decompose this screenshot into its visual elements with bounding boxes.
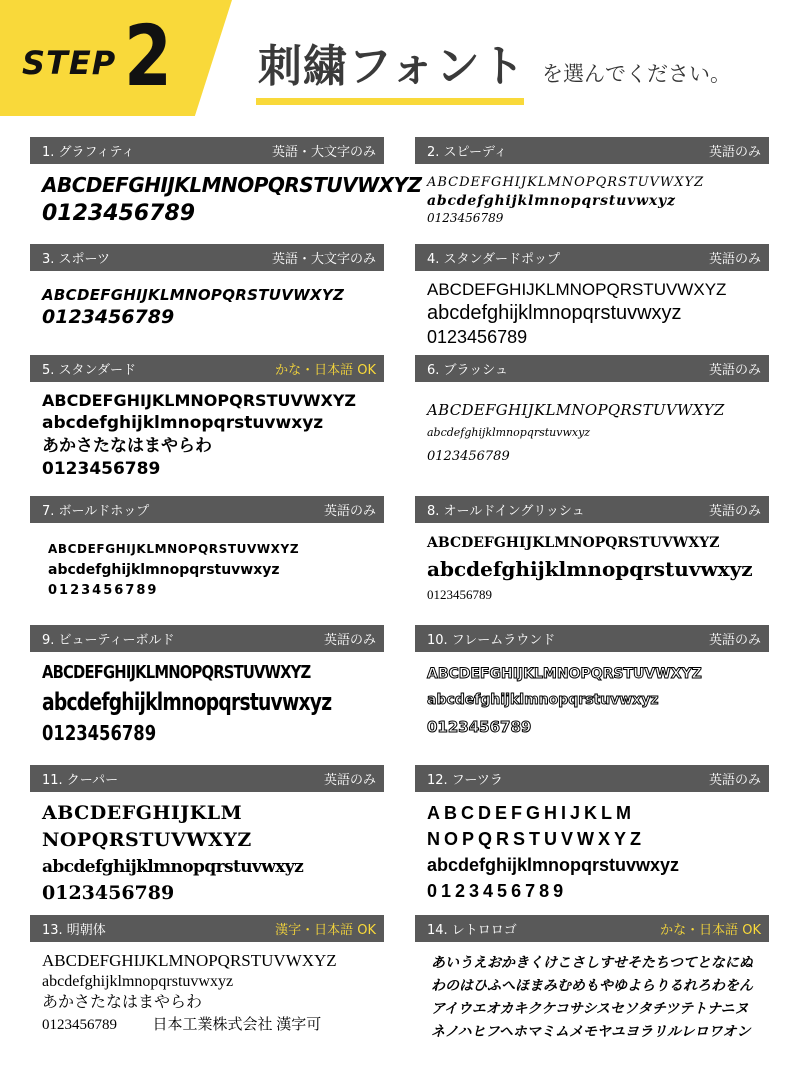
font-option-tag: 英語のみ xyxy=(323,773,376,788)
sample-line: 0123456789 xyxy=(427,449,510,464)
font-sample xyxy=(30,942,384,1036)
title-underline xyxy=(256,98,524,105)
sample-line: アイウエオカキクケコサシスセソタチツテトナニヌ xyxy=(431,1001,749,1017)
font-option-tag: 英語のみ xyxy=(323,504,376,519)
sample-line: ABCDEFGHIJKLM xyxy=(42,802,243,824)
sample-line: あかさたなはまやらわ xyxy=(42,436,212,456)
font-sample xyxy=(415,652,769,740)
font-sample xyxy=(30,652,384,748)
font-sample xyxy=(30,792,384,906)
sample-line: abcdefghijklmnopqrstuvwxyz xyxy=(427,302,682,324)
sample-line: abcdefghijklmnopqrstuvwxyz xyxy=(427,426,591,439)
font-option-standard[interactable] xyxy=(30,355,384,480)
font-sample xyxy=(415,382,769,470)
font-sample xyxy=(415,942,769,1044)
font-option-label: 13. 明朝体 xyxy=(42,923,106,938)
font-option-header xyxy=(415,244,769,271)
font-option-label: 7. ボールドホップ xyxy=(42,504,150,519)
font-option-header xyxy=(30,625,384,652)
sample-line: ABCDEFGHIJKLMNOPQRSTUVWXYZ xyxy=(42,951,337,970)
sample-line: ABCDEFGHIJKLMNOPQRSTUVWXYZ xyxy=(42,286,345,304)
sample-line: ABCDEFGHIJKLMNOPQRSTUVWXYZ xyxy=(427,535,720,551)
font-option-graffiti[interactable] xyxy=(30,137,422,228)
font-sample xyxy=(30,523,384,601)
font-option-tag: 英語のみ xyxy=(708,773,761,788)
font-option-futura[interactable] xyxy=(415,765,769,904)
font-option-header xyxy=(415,496,769,523)
font-option-header xyxy=(415,355,769,382)
font-option-sports[interactable] xyxy=(30,244,384,329)
font-option-label: 12. フーツラ xyxy=(427,773,503,788)
font-option-header xyxy=(30,244,384,271)
font-sample xyxy=(415,792,769,904)
sample-line: 0123456789 xyxy=(427,881,568,901)
sample-line: abcdefghijklmnopqrstuvwxyz xyxy=(42,857,304,877)
font-option-label: 5. スタンダード xyxy=(42,363,137,378)
sample-line: abcdefghijklmnopqrstuvwxyz xyxy=(42,688,332,716)
sample-line: あいうえおかきくけこさしすせそたちつてとなにぬ xyxy=(431,955,753,971)
sample-line: ABCDEFGHIJKLMNOPQRSTUVWXYZ xyxy=(427,401,725,419)
sample-line: abcdefghijklmnopqrstuvwxyz xyxy=(427,692,659,708)
sample-line: NOPQRSTUVWXYZ xyxy=(42,829,252,851)
sample-line: ABCDEFGHIJKLMNOPQRSTUVWXYZ xyxy=(42,173,422,197)
font-option-label: 8. オールドイングリッシュ xyxy=(427,504,585,519)
sample-line: ネノハヒフヘホマミムメモヤユヨラリルレロワオン xyxy=(431,1024,751,1040)
sample-line: 0123456789 xyxy=(427,587,492,602)
font-option-label: 6. ブラッシュ xyxy=(427,363,509,378)
sample-line: 0123456789 xyxy=(42,306,175,328)
sample-line: 0123456789 xyxy=(48,583,159,598)
page-title: 刺繍フォント xyxy=(258,41,526,92)
sample-line: 0123456789 xyxy=(42,1017,117,1033)
sample-line: ABCDEFGHIJKLMNOPQRSTUVWXYZ xyxy=(42,391,357,410)
font-option-header xyxy=(415,765,769,792)
font-option-header xyxy=(30,137,384,164)
font-option-frame-round[interactable] xyxy=(415,625,769,740)
font-option-mincho[interactable] xyxy=(30,915,384,1036)
font-option-speedy[interactable] xyxy=(415,137,769,226)
font-option-tag: 英語・大文字のみ xyxy=(271,145,376,160)
sample-line: 0123456789 xyxy=(42,201,196,226)
font-option-tag: かな・日本語 OK xyxy=(660,923,761,938)
font-sample xyxy=(415,164,769,226)
font-option-label: 3. スポーツ xyxy=(42,252,111,267)
sample-line: あかさたなはまやらわ xyxy=(42,994,203,1011)
sample-line: 0123456789 xyxy=(427,211,504,225)
font-option-label: 2. スピーディ xyxy=(427,145,507,160)
page-subtitle: を選んでください。 xyxy=(542,62,731,86)
font-option-tag: かな・日本語 OK xyxy=(275,363,376,378)
font-option-header xyxy=(30,915,384,942)
font-option-tag: 英語・大文字のみ xyxy=(271,252,376,267)
font-option-tag: 漢字・日本語 OK xyxy=(275,923,376,938)
font-option-tag: 英語のみ xyxy=(708,252,761,267)
font-option-header xyxy=(415,625,769,652)
sample-line: わのはひふへほまみむめもやゆよらりるれろわをん xyxy=(431,978,753,994)
font-option-label: 4. スタンダードポップ xyxy=(427,252,561,267)
font-sample xyxy=(30,271,384,329)
font-option-header xyxy=(30,765,384,792)
sample-line: abcdefghijklmnopqrstuvwxyz xyxy=(42,973,234,990)
font-option-header xyxy=(30,355,384,382)
sample-line: abcdefghijklmnopqrstuvwxyz xyxy=(427,557,753,581)
font-sample xyxy=(415,271,769,349)
font-option-label: 11. クーパー xyxy=(42,773,119,788)
font-option-label: 14. レトロロゴ xyxy=(427,923,517,938)
sample-line: abcdefghijklmnopqrstuvwxyz xyxy=(42,413,324,433)
sample-line: ABCDEFGHIJKLM xyxy=(427,803,635,823)
sample-line: ABCDEFGHIJKLMNOPQRSTUVWXYZ xyxy=(42,662,311,683)
font-option-label: 9. ビューティーボルド xyxy=(42,633,175,648)
font-sample xyxy=(415,523,769,605)
sample-line: 0123456789 xyxy=(427,327,528,347)
font-option-standard-pop[interactable] xyxy=(415,244,769,349)
sample-line: 日本工業株式会社 漢字可 xyxy=(152,1017,322,1033)
font-option-beauty-bold[interactable] xyxy=(30,625,384,748)
sample-line: NOPQRSTUVWXYZ xyxy=(427,829,646,849)
font-option-cooper[interactable] xyxy=(30,765,384,906)
font-sample xyxy=(30,164,422,228)
font-option-tag: 英語のみ xyxy=(708,633,761,648)
sample-line: 0123456789 xyxy=(42,721,157,745)
sample-line: ABCDEFGHIJKLMNOPQRSTUVWXYZ xyxy=(427,280,727,299)
font-option-tag: 英語のみ xyxy=(708,363,761,378)
sample-line: abcdefghijklmnopqrstuvwxyz xyxy=(48,562,280,578)
font-sample xyxy=(30,382,384,480)
font-option-tag: 英語のみ xyxy=(323,633,376,648)
font-option-header xyxy=(415,915,769,942)
font-option-label: 1. グラフィティ xyxy=(42,145,135,160)
sample-line: 0123456789 xyxy=(427,718,532,736)
font-option-tag: 英語のみ xyxy=(708,145,761,160)
font-option-label: 10. フレームラウンド xyxy=(427,633,556,648)
font-option-tag: 英語のみ xyxy=(708,504,761,519)
font-option-retro-logo[interactable] xyxy=(415,915,769,1044)
sample-line: abcdefghijklmnopqrstuvwxyz xyxy=(427,193,676,209)
sample-line: abcdefghijklmnopqrstuvwxyz xyxy=(427,855,680,875)
step-number: 2 xyxy=(124,7,172,105)
sample-line: ABCDEFGHIJKLMNOPQRSTUVWXYZ xyxy=(427,666,702,682)
sample-line: ABCDEFGHIJKLMNOPQRSTUVWXYZ xyxy=(48,542,300,556)
font-option-brush[interactable] xyxy=(415,355,769,470)
font-option-bold-hop[interactable] xyxy=(30,496,384,601)
sample-line: 0123456789 xyxy=(42,882,175,904)
font-option-old-english[interactable] xyxy=(415,496,769,605)
step-label: STEP xyxy=(22,44,117,82)
sample-line: 0123456789 xyxy=(42,459,161,479)
font-option-header xyxy=(30,496,384,523)
font-option-header xyxy=(415,137,769,164)
sample-line: ABCDEFGHIJKLMNOPQRSTUVWXYZ xyxy=(427,175,705,190)
